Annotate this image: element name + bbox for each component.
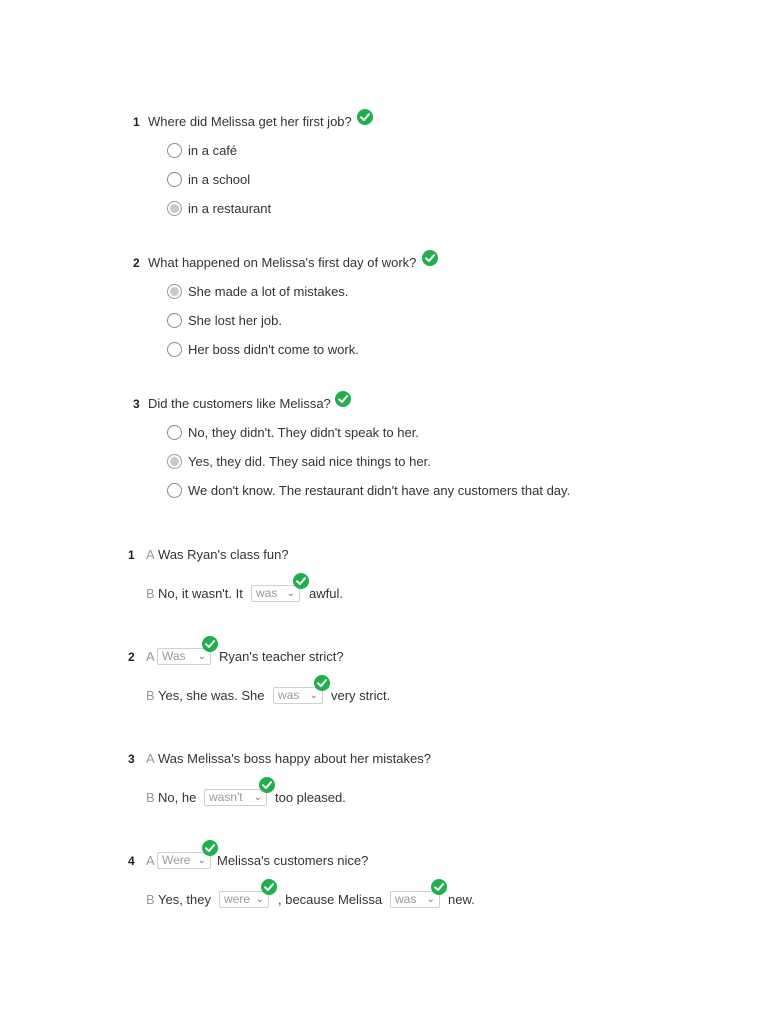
speaker-b-label: B (146, 586, 155, 601)
question-text: What happened on Melissa's first day of work? (148, 255, 417, 270)
select-value: Were (162, 853, 191, 867)
check-circle-icon (357, 109, 373, 125)
option-label: She made a lot of mistakes. (188, 284, 349, 299)
chevron-down-icon: ⌄ (286, 588, 295, 599)
question-number: 3 (133, 397, 140, 411)
option-radio[interactable] (167, 313, 182, 328)
chevron-down-icon: ⌄ (197, 651, 206, 662)
item-number: 1 (128, 548, 135, 562)
option-radio-selected[interactable] (167, 201, 182, 216)
speaker-b-text: Yes, she was. She (158, 688, 265, 703)
speaker-b-text: very strict. (331, 688, 391, 703)
check-circle-icon (261, 879, 277, 895)
item-number: 3 (128, 752, 135, 766)
select-value: Was (162, 649, 186, 663)
speaker-b-text: awful. (309, 586, 343, 601)
option-radio[interactable] (167, 143, 182, 158)
option-label: We don't know. The restaurant didn't have any customers that day. (188, 483, 571, 498)
option-radio-selected[interactable] (167, 454, 182, 469)
check-circle-icon (422, 250, 438, 266)
speaker-b-label: B (146, 688, 155, 703)
select-value: was (256, 586, 278, 600)
speaker-a-text: Ryan's teacher strict? (219, 649, 344, 664)
select-value: wasn't (209, 790, 243, 804)
speaker-a-label: A (146, 751, 155, 766)
speaker-b-text: too pleased. (275, 790, 346, 805)
option-radio[interactable] (167, 425, 182, 440)
speaker-b-text: No, he (158, 790, 197, 805)
select-value: was (395, 892, 417, 906)
question-number: 2 (133, 256, 140, 270)
speaker-a-text: Melissa's customers nice? (217, 853, 369, 868)
chevron-down-icon: ⌄ (426, 894, 435, 905)
check-circle-icon (314, 675, 330, 691)
option-label: She lost her job. (188, 313, 282, 328)
item-number: 4 (128, 854, 135, 868)
option-radio[interactable] (167, 483, 182, 498)
chevron-down-icon: ⌄ (253, 792, 262, 803)
option-label: in a café (188, 143, 238, 158)
speaker-b-label: B (146, 790, 155, 805)
option-label: in a school (188, 172, 251, 187)
option-label: No, they didn't. They didn't speak to her. (188, 425, 419, 440)
option-label: Her boss didn't come to work. (188, 342, 359, 357)
option-radio[interactable] (167, 172, 182, 187)
option-label: Yes, they did. They said nice things to her. (188, 454, 431, 469)
speaker-b-text: No, it wasn't. It (158, 586, 243, 601)
question-text: Did the customers like Melissa? (148, 396, 331, 411)
speaker-a-text: Was Ryan's class fun? (158, 547, 289, 562)
select-value: was (278, 688, 300, 702)
speaker-a-label: A (146, 547, 155, 562)
option-radio-selected[interactable] (167, 284, 182, 299)
option-label: in a restaurant (188, 201, 272, 216)
select-value: were (224, 892, 251, 906)
speaker-a-label: A (146, 649, 155, 664)
question-number: 1 (133, 115, 140, 129)
answer-select[interactable] (204, 789, 267, 806)
speaker-b-text: , because Melissa (278, 892, 383, 907)
check-circle-icon (202, 636, 218, 652)
question-text: Where did Melissa get her first job? (148, 114, 352, 129)
option-radio[interactable] (167, 342, 182, 357)
chevron-down-icon: ⌄ (255, 894, 264, 905)
speaker-b-text: new. (448, 892, 475, 907)
speaker-b-text: Yes, they (158, 892, 212, 907)
item-number: 2 (128, 650, 135, 664)
check-circle-icon (202, 840, 218, 856)
speaker-a-label: A (146, 853, 155, 868)
speaker-a-text: Was Melissa's boss happy about her mistakes? (158, 751, 431, 766)
chevron-down-icon: ⌄ (197, 855, 206, 866)
check-circle-icon (293, 573, 309, 589)
chevron-down-icon: ⌄ (309, 690, 318, 701)
speaker-b-label: B (146, 892, 155, 907)
check-circle-icon (431, 879, 447, 895)
check-circle-icon (335, 391, 351, 407)
check-circle-icon (259, 777, 275, 793)
